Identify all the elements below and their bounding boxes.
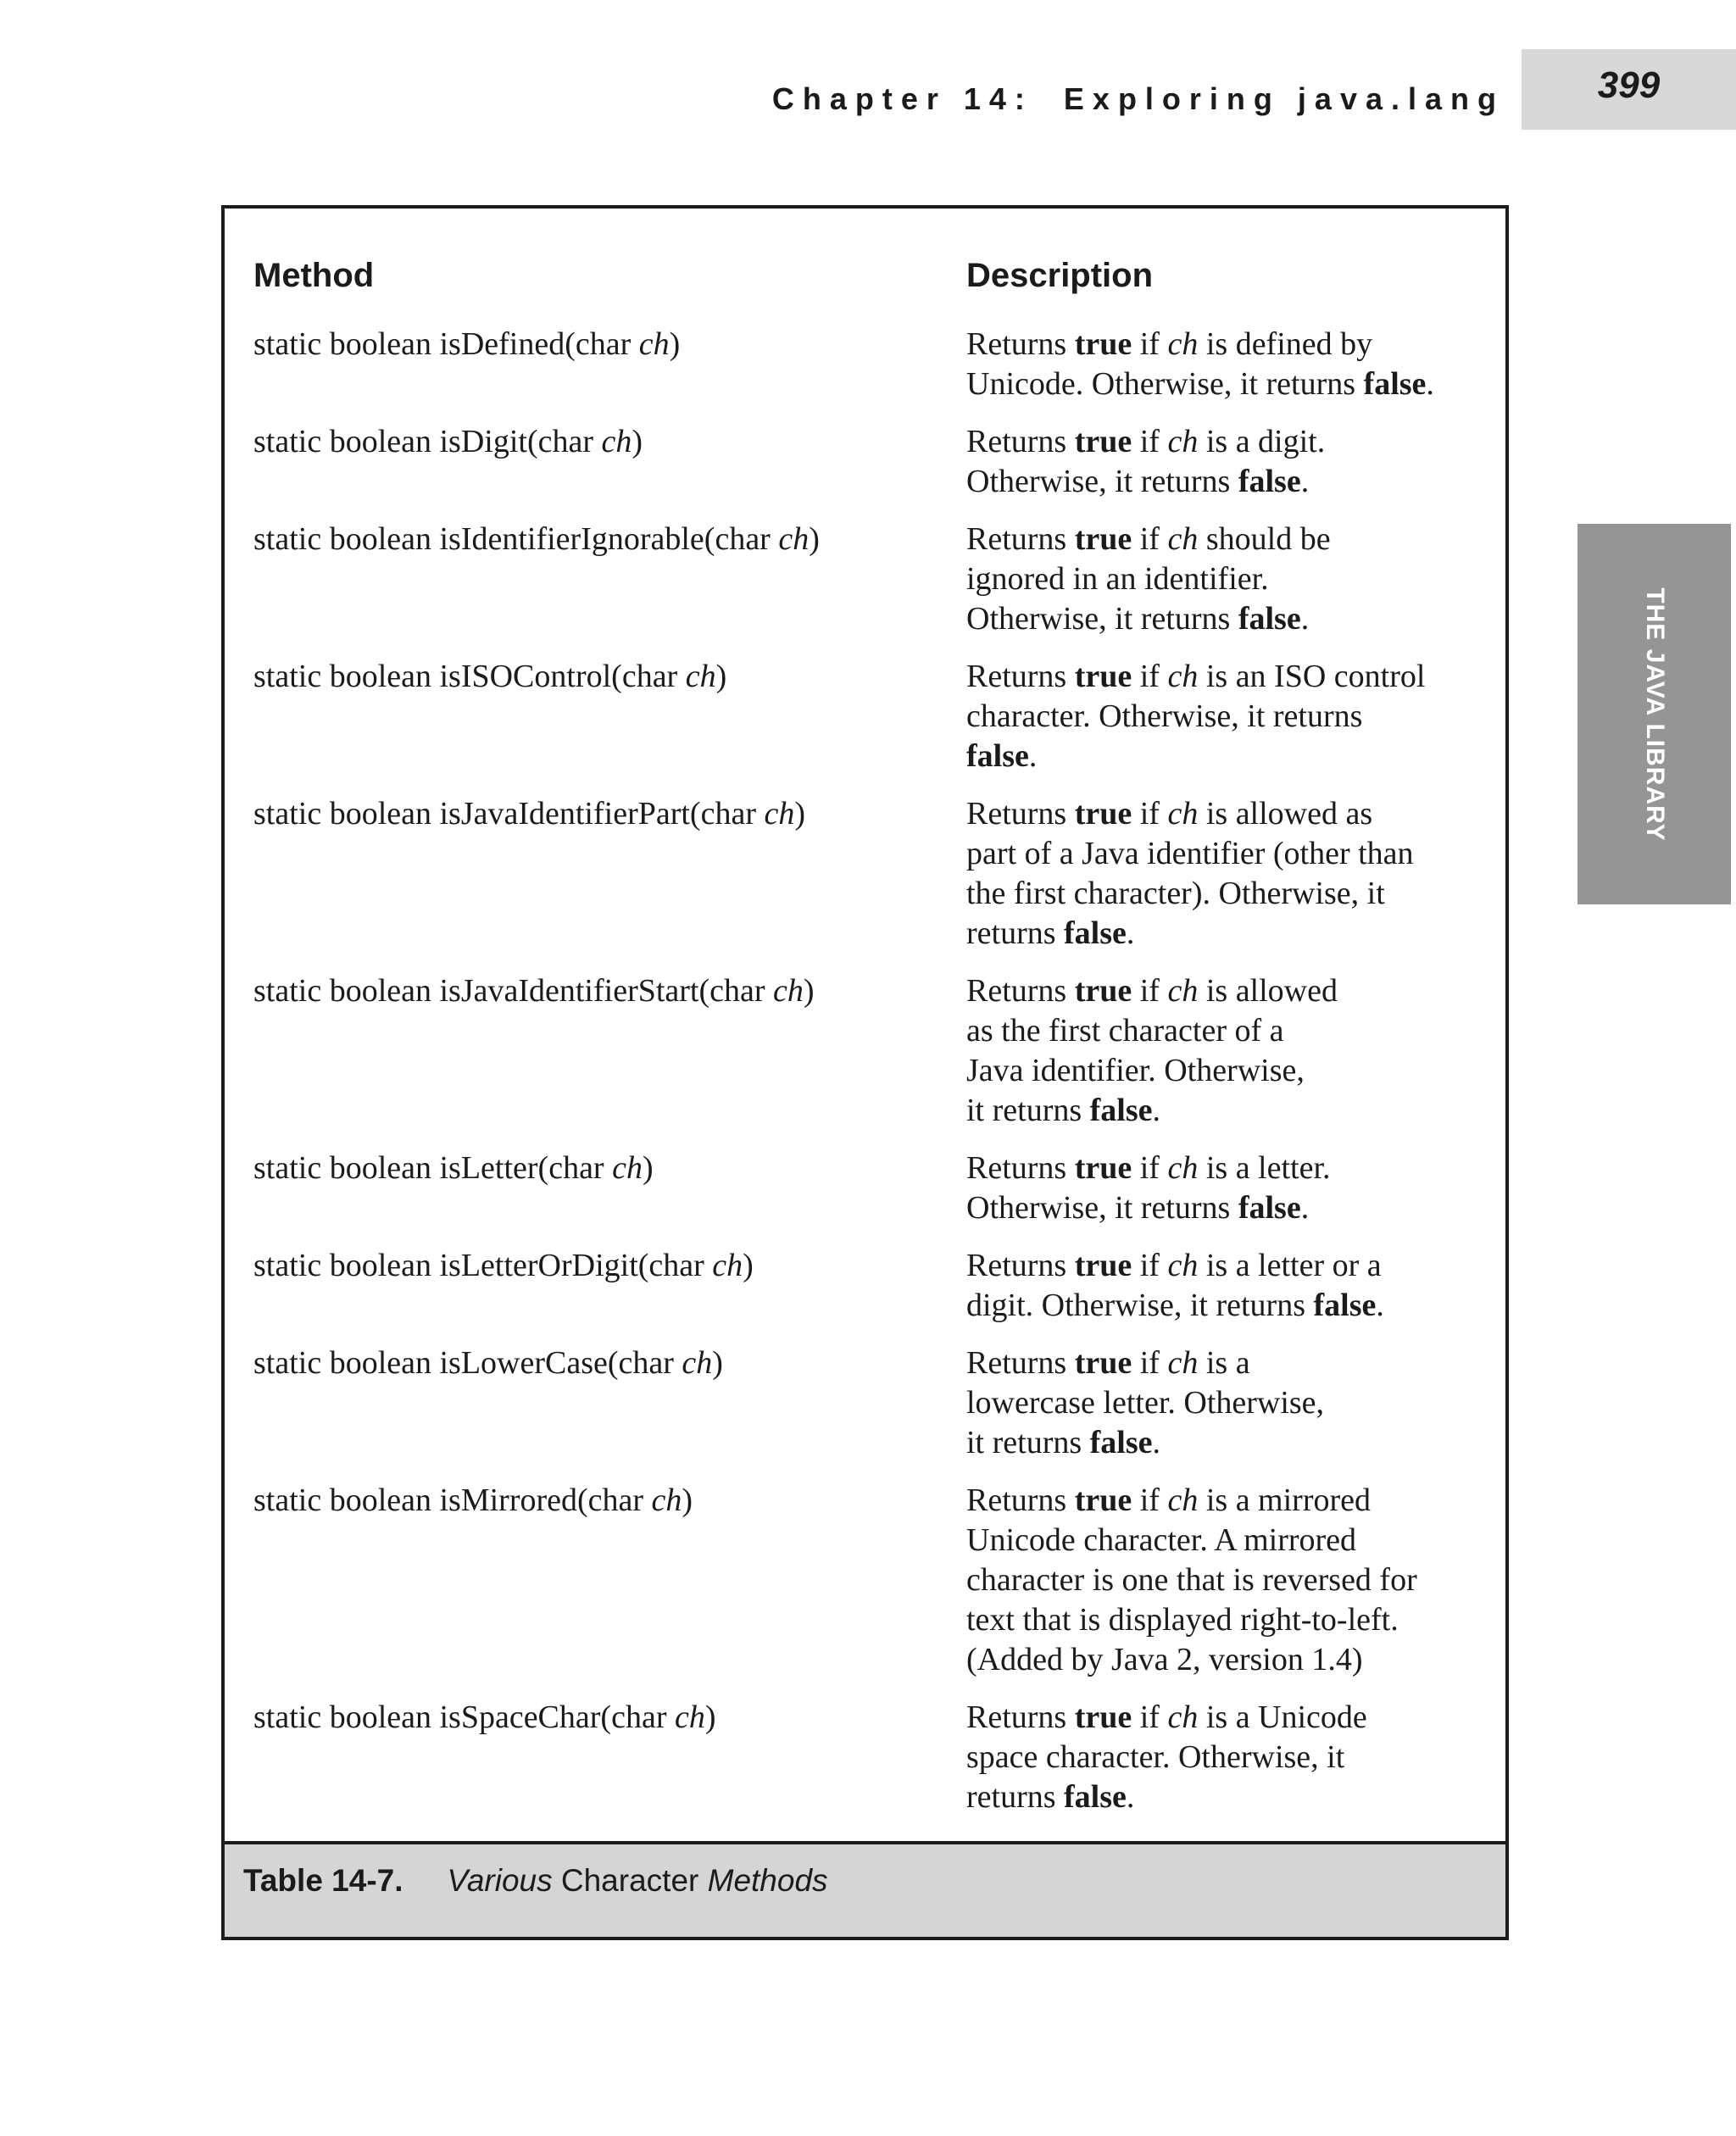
table-row (225, 1149, 1505, 1228)
description-text: ch (1167, 659, 1199, 694)
method-text: static boolean isISOControl(char (253, 659, 686, 694)
method-text: static boolean isLetter(char (253, 1150, 613, 1186)
description-line (966, 520, 1492, 559)
description-text: false (1313, 1288, 1377, 1323)
description-text: true (1074, 1482, 1132, 1518)
description-text: false (1238, 1190, 1301, 1226)
method-description (966, 1149, 1492, 1228)
description-text: ch (1167, 796, 1199, 832)
description-text: true (1074, 796, 1132, 832)
method-close: ) (642, 1150, 654, 1186)
table-rows (225, 325, 1505, 1835)
description-text: Returns (966, 1345, 1075, 1381)
description-line (966, 1481, 1492, 1521)
description-text: true (1074, 1248, 1132, 1283)
caption-text-part: Methods (707, 1863, 828, 1898)
description-line (966, 1698, 1492, 1738)
description-line (966, 914, 1492, 954)
method-signature (253, 794, 805, 834)
description-text: ch (1167, 1482, 1199, 1518)
method-signature (253, 325, 680, 364)
caption-text-part: Character (552, 1863, 708, 1898)
method-description (966, 1481, 1492, 1680)
description-line (966, 1011, 1492, 1051)
page-number: 399 (1597, 64, 1661, 106)
description-text: Unicode character. A mirrored (966, 1522, 1357, 1558)
description-line (966, 1521, 1492, 1560)
description-text: false (1089, 1425, 1153, 1460)
description-text: . (1126, 1779, 1135, 1815)
description-text: true (1074, 1345, 1132, 1381)
method-signature (253, 1698, 716, 1738)
method-close: ) (794, 796, 806, 832)
method-close: ) (632, 424, 643, 459)
description-text: ch (1167, 521, 1199, 557)
description-line (966, 1286, 1492, 1326)
description-text: Returns (966, 796, 1075, 832)
description-text: if (1132, 1345, 1168, 1381)
running-header (0, 81, 1505, 117)
description-text: true (1074, 1150, 1132, 1186)
method-param: ch (638, 326, 670, 362)
method-text: static boolean isDigit(char (253, 424, 602, 459)
method-signature (253, 422, 643, 462)
description-text: Returns (966, 1150, 1075, 1186)
description-text: ch (1167, 1248, 1199, 1283)
description-text: true (1074, 424, 1132, 459)
description-line (966, 1246, 1492, 1286)
description-line (966, 1051, 1492, 1091)
description-text: Returns (966, 424, 1075, 459)
method-signature (253, 1246, 754, 1286)
method-signature (253, 1149, 654, 1188)
description-text: true (1074, 521, 1132, 557)
method-signature (253, 657, 726, 697)
description-text: (Added by Java 2, version 1.4) (966, 1642, 1363, 1677)
description-text: if (1132, 1248, 1168, 1283)
method-param: ch (778, 521, 810, 557)
description-line (966, 559, 1492, 599)
description-text: . (1426, 366, 1434, 402)
method-description (966, 657, 1492, 776)
description-text: false (1064, 915, 1127, 951)
column-header-description: Description (966, 257, 1154, 294)
description-line (966, 794, 1492, 834)
description-text: Otherwise, it returns (966, 601, 1238, 637)
description-text: returns (966, 1779, 1065, 1815)
description-text: it returns (966, 1425, 1090, 1460)
description-line (966, 1091, 1492, 1131)
method-description (966, 1343, 1492, 1463)
description-text: Returns (966, 1699, 1075, 1735)
description-text: false (966, 738, 1029, 774)
method-param: ch (764, 796, 795, 832)
description-text: Returns (966, 1248, 1075, 1283)
description-text: ch (1167, 973, 1199, 1009)
description-text: is a letter or a (1198, 1248, 1382, 1283)
description-text: text that is displayed right-to-left. (966, 1602, 1399, 1638)
method-signature (253, 971, 815, 1011)
description-line (966, 364, 1492, 404)
description-text: . (1152, 1425, 1161, 1460)
method-description (966, 422, 1492, 502)
method-description (966, 1698, 1492, 1817)
description-text: is a digit. (1198, 424, 1326, 459)
description-line (966, 834, 1492, 874)
method-close: ) (743, 1248, 754, 1283)
description-text: false (1064, 1779, 1127, 1815)
method-param: ch (674, 1699, 705, 1735)
description-text: . (1376, 1288, 1384, 1323)
description-line (966, 462, 1492, 502)
description-text: if (1132, 659, 1168, 694)
description-text: Otherwise, it returns (966, 464, 1238, 499)
description-line (966, 1383, 1492, 1423)
description-text: is a (1198, 1345, 1250, 1381)
description-text: is a Unicode (1198, 1699, 1367, 1735)
description-text: Returns (966, 326, 1075, 362)
page-number-box (1522, 49, 1736, 130)
description-text: if (1132, 1150, 1168, 1186)
description-text: if (1132, 424, 1168, 459)
description-text: lowercase letter. Otherwise, (966, 1385, 1325, 1421)
description-line (966, 697, 1492, 737)
description-text: is a letter. (1198, 1150, 1331, 1186)
description-line (966, 1343, 1492, 1383)
description-text: is defined by (1198, 326, 1373, 362)
method-param: ch (685, 659, 716, 694)
description-text: ch (1167, 1699, 1199, 1735)
description-text: false (1089, 1093, 1153, 1128)
table-caption-label: Table 14-7. (243, 1863, 403, 1898)
description-line (966, 1600, 1492, 1640)
description-text: Returns (966, 973, 1075, 1009)
description-text: part of a Java identifier (other than (966, 836, 1414, 871)
description-text: is allowed as (1198, 796, 1373, 832)
description-text: character is one that is reversed for (966, 1562, 1417, 1598)
description-text: if (1132, 1699, 1168, 1735)
table-row (225, 1481, 1505, 1680)
table-row (225, 1246, 1505, 1326)
method-param: ch (651, 1482, 682, 1518)
column-header-method: Method (253, 257, 375, 294)
method-text: static boolean isIdentifierIgnorable(char (253, 521, 779, 557)
method-description (966, 520, 1492, 639)
description-text: digit. Otherwise, it returns (966, 1288, 1314, 1323)
method-description (966, 325, 1492, 404)
description-text: true (1074, 659, 1132, 694)
description-text: . (1126, 915, 1135, 951)
description-text: should be (1198, 521, 1331, 557)
description-text: false (1238, 464, 1301, 499)
chapter-label: Chapter 14: (771, 81, 1033, 116)
description-text: false (1363, 366, 1427, 402)
method-param: ch (612, 1150, 643, 1186)
description-text: Otherwise, it returns (966, 1190, 1238, 1226)
method-close: ) (803, 973, 815, 1009)
table-row (225, 971, 1505, 1131)
side-tab-label: THE JAVA LIBRARY (1640, 587, 1669, 842)
description-line (966, 599, 1492, 639)
description-text: is allowed (1198, 973, 1338, 1009)
table-row (225, 325, 1505, 404)
description-line (966, 1738, 1492, 1777)
description-line (966, 874, 1492, 914)
description-text: is an ISO control (1198, 659, 1426, 694)
description-text: . (1300, 464, 1310, 499)
method-description (966, 1246, 1492, 1326)
description-text: true (1074, 326, 1132, 362)
description-line (966, 737, 1492, 776)
table-body (225, 209, 1505, 1844)
description-text: false (1238, 601, 1301, 637)
method-signature (253, 1343, 723, 1383)
table-row (225, 1698, 1505, 1817)
method-text: static boolean isMirrored(char (253, 1482, 652, 1518)
description-text: ignored in an identifier. (966, 561, 1269, 597)
description-text: as the first character of a (966, 1013, 1284, 1049)
method-text: static boolean isJavaIdentifierStart(char (253, 973, 774, 1009)
description-text: if (1132, 1482, 1168, 1518)
table-row (225, 794, 1505, 954)
description-line (966, 1188, 1492, 1228)
table-caption (243, 1863, 828, 1899)
description-line (966, 1149, 1492, 1188)
table-row (225, 520, 1505, 639)
description-text: is a mirrored (1198, 1482, 1371, 1518)
description-text: space character. Otherwise, it (966, 1739, 1345, 1775)
method-text: static boolean isLowerCase(char (253, 1345, 682, 1381)
description-text: if (1132, 326, 1168, 362)
method-close: ) (712, 1345, 723, 1381)
description-text: ch (1167, 1345, 1199, 1381)
methods-table (221, 205, 1509, 1940)
method-param: ch (712, 1248, 743, 1283)
method-text: static boolean isDefined(char (253, 326, 639, 362)
description-text: Java identifier. Otherwise, (966, 1053, 1305, 1088)
method-param: ch (773, 973, 804, 1009)
description-line (966, 657, 1492, 697)
description-text: the first character). Otherwise, it (966, 876, 1385, 911)
method-description (966, 794, 1492, 954)
table-row (225, 657, 1505, 776)
method-close: ) (669, 326, 681, 362)
description-line (966, 422, 1492, 462)
description-text: Returns (966, 659, 1075, 694)
description-text: ch (1167, 326, 1199, 362)
description-text: it returns (966, 1093, 1090, 1128)
method-text: static boolean isSpaceChar(char (253, 1699, 675, 1735)
description-text: character. Otherwise, it returns (966, 698, 1363, 734)
description-text: returns (966, 915, 1065, 951)
method-close: ) (809, 521, 820, 557)
description-text: Returns (966, 1482, 1075, 1518)
method-close: ) (682, 1482, 693, 1518)
table-caption-bar (225, 1841, 1505, 1937)
description-line (966, 1777, 1492, 1817)
method-signature (253, 1481, 693, 1521)
caption-text-part: Various (447, 1863, 553, 1898)
description-text: if (1132, 521, 1168, 557)
description-text: true (1074, 1699, 1132, 1735)
section-side-tab (1577, 524, 1731, 904)
description-text: . (1300, 1190, 1310, 1226)
method-text: static boolean isJavaIdentifierPart(char (253, 796, 765, 832)
description-text: if (1132, 796, 1168, 832)
method-close: ) (704, 1699, 716, 1735)
chapter-title: Exploring java.lang (1063, 81, 1505, 116)
description-text: . (1300, 601, 1310, 637)
description-line (966, 1640, 1492, 1680)
method-close: ) (715, 659, 727, 694)
description-line (966, 325, 1492, 364)
description-line (966, 971, 1492, 1011)
description-text: if (1132, 973, 1168, 1009)
table-row (225, 1343, 1505, 1463)
description-text: ch (1167, 424, 1199, 459)
table-caption-text (448, 1863, 828, 1898)
description-line (966, 1423, 1492, 1463)
method-signature (253, 520, 820, 559)
table-row (225, 422, 1505, 502)
description-text: . (1028, 738, 1038, 774)
description-line (966, 1560, 1492, 1600)
description-text: Returns (966, 521, 1075, 557)
description-text: . (1152, 1093, 1161, 1128)
method-text: static boolean isLetterOrDigit(char (253, 1248, 713, 1283)
description-text: Unicode. Otherwise, it returns (966, 366, 1364, 402)
method-param: ch (601, 424, 632, 459)
method-param: ch (682, 1345, 713, 1381)
description-text: ch (1167, 1150, 1199, 1186)
method-description (966, 971, 1492, 1131)
description-text: true (1074, 973, 1132, 1009)
